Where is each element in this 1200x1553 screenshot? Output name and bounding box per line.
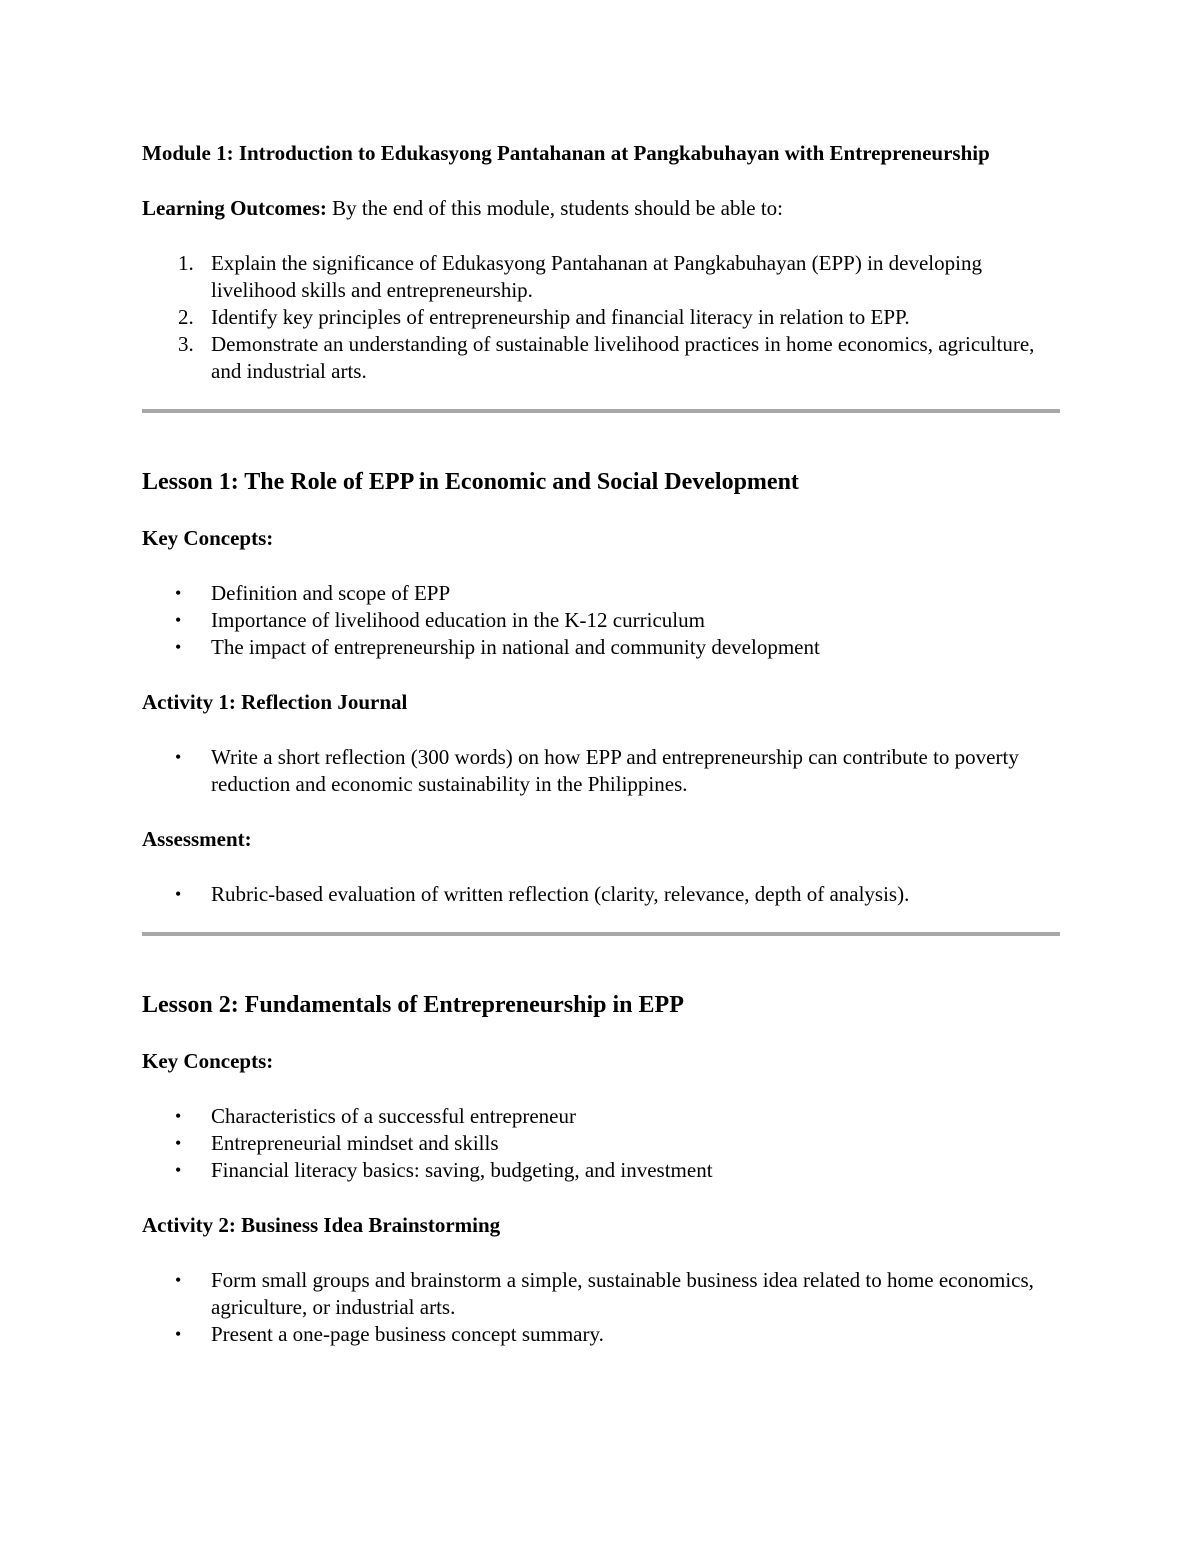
bullet-icon: • bbox=[175, 1133, 182, 1153]
learning-outcomes-label: Learning Outcomes: bbox=[142, 196, 327, 220]
list-item bbox=[142, 580, 1060, 607]
bullet-icon: • bbox=[175, 884, 182, 904]
bullet-icon: • bbox=[175, 610, 182, 630]
lesson-2-key-concepts-list bbox=[142, 1103, 1060, 1184]
document-page bbox=[142, 140, 1060, 1348]
learning-outcomes-list bbox=[142, 250, 1060, 385]
list-item bbox=[142, 881, 1060, 908]
module-title: Module 1: Introduction to Edukasyong Pantahanan at Pangkabuhayan with Entrepreneurship bbox=[142, 141, 990, 165]
learning-outcomes-paragraph bbox=[142, 195, 1060, 222]
lesson-2-key-concepts-heading: Key Concepts: bbox=[142, 1049, 274, 1073]
activity-1-list bbox=[142, 744, 1060, 798]
list-item bbox=[142, 331, 1060, 385]
list-item-text: Form small groups and brainstorm a simple, sustainable business idea related to home economics, agriculture, or industrial arts. bbox=[211, 1268, 1034, 1319]
list-item bbox=[142, 304, 1060, 331]
bullet-icon: • bbox=[175, 637, 182, 657]
list-item bbox=[142, 250, 1060, 304]
assessment-heading: Assessment: bbox=[142, 827, 252, 851]
list-item bbox=[142, 744, 1060, 798]
list-item-text: Financial literacy basics: saving, budgeting, and investment bbox=[211, 1158, 713, 1182]
list-item-text: Characteristics of a successful entrepreneur bbox=[211, 1104, 576, 1128]
list-number: 3. bbox=[178, 332, 194, 356]
lesson-1-key-concepts-list bbox=[142, 580, 1060, 661]
list-item bbox=[142, 634, 1060, 661]
lesson-1-title: Lesson 1: The Role of EPP in Economic and Social Development bbox=[142, 469, 799, 495]
learning-outcomes-intro: By the end of this module, students should be able to: bbox=[326, 196, 784, 220]
horizontal-divider bbox=[142, 932, 1060, 936]
list-number: 2. bbox=[178, 305, 194, 329]
list-item bbox=[142, 607, 1060, 634]
horizontal-divider bbox=[142, 409, 1060, 413]
list-item-text: Explain the significance of Edukasyong Pantahanan at Pangkabuhayan (EPP) in developing livelihood skills and entrepreneurship. bbox=[211, 251, 982, 302]
list-item bbox=[142, 1321, 1060, 1348]
list-item bbox=[142, 1267, 1060, 1321]
list-item bbox=[142, 1157, 1060, 1184]
list-item-text: Rubric-based evaluation of written reflection (clarity, relevance, depth of analysis). bbox=[211, 882, 910, 906]
activity-1-heading: Activity 1: Reflection Journal bbox=[142, 690, 408, 714]
lesson-1-key-concepts-heading: Key Concepts: bbox=[142, 526, 274, 550]
lesson-2-title: Lesson 2: Fundamentals of Entrepreneurship in EPP bbox=[142, 992, 684, 1018]
activity-2-list bbox=[142, 1267, 1060, 1348]
bullet-icon: • bbox=[175, 1270, 182, 1290]
list-item-text: Write a short reflection (300 words) on how EPP and entrepreneurship can contribute to poverty reduction and economic sustainability in the Philippines. bbox=[211, 745, 1019, 796]
list-item-text: Present a one-page business concept summary. bbox=[211, 1322, 604, 1346]
bullet-icon: • bbox=[175, 1324, 182, 1344]
bullet-icon: • bbox=[175, 583, 182, 603]
assessment-list bbox=[142, 881, 1060, 908]
bullet-icon: • bbox=[175, 1106, 182, 1126]
list-item-text: Definition and scope of EPP bbox=[211, 581, 451, 605]
bullet-icon: • bbox=[175, 747, 182, 767]
bullet-icon: • bbox=[175, 1160, 182, 1180]
list-number: 1. bbox=[178, 251, 194, 275]
list-item-text: Demonstrate an understanding of sustainable livelihood practices in home economics, agriculture, and industrial arts. bbox=[211, 332, 1035, 383]
list-item bbox=[142, 1130, 1060, 1157]
list-item-text: Importance of livelihood education in the K-12 curriculum bbox=[211, 608, 705, 632]
list-item-text: The impact of entrepreneurship in national and community development bbox=[211, 635, 820, 659]
list-item bbox=[142, 1103, 1060, 1130]
list-item-text: Identify key principles of entrepreneurship and financial literacy in relation to EPP. bbox=[211, 305, 910, 329]
activity-2-heading: Activity 2: Business Idea Brainstorming bbox=[142, 1213, 501, 1237]
list-item-text: Entrepreneurial mindset and skills bbox=[211, 1131, 499, 1155]
